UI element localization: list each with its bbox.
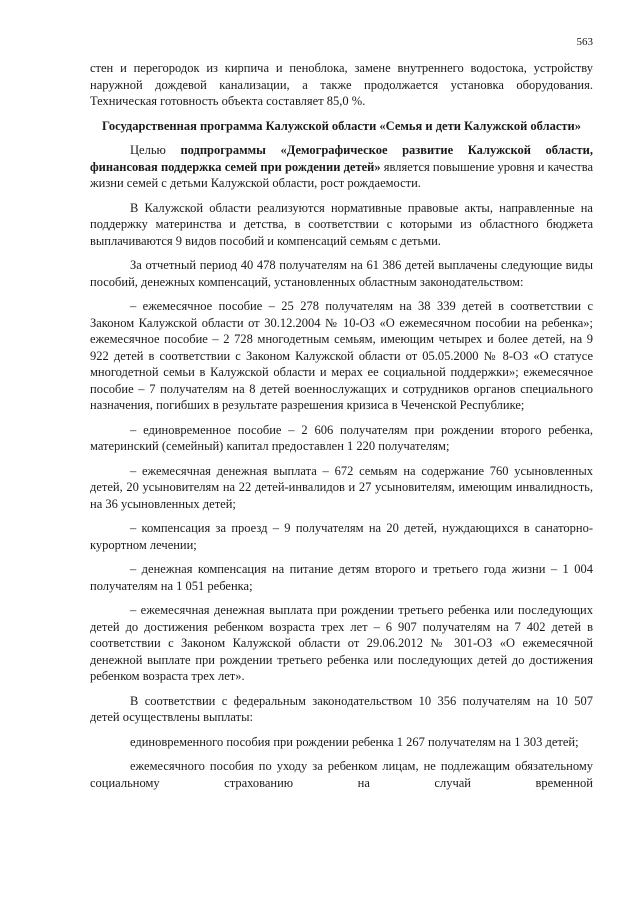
page-number: 563 [576,36,593,48]
paragraph-childcare-allowance: ежемесячного пособия по уходу за ребенком лицам, не подлежащим обязательному социальному страхованию на случай временной [90,759,593,790]
subprogram-title: подпрограммы «Демографическое развитие Калужской области, финансовая поддержка семей при рождении детей» [90,143,593,174]
section-heading: Государственная программа Калужской области «Семья и дети Калужской области» [101,118,582,133]
paragraph-continuation: стен и перегородок из кирпича и пеноблока, замене внутреннего водостока, устройству наружной дождевой канализации, а также продолжается установка оборудования. Техническая готовность объекта составляет 85,0 %. [90,61,593,108]
goal-description: является повышение уровня и качества жизни семей с детьми Калужской области, рост рождаемости. [90,159,593,190]
paragraph-federal-payments: В соответствии с федеральным законодательством 10 356 получателям на 10 507 детей осуществлены выплаты: [90,693,593,724]
paragraph-birth-allowance: единовременного пособия при рождении ребенка 1 267 получателям на 1 303 детей; [130,734,579,749]
list-item-travel-compensation: – компенсация за проезд – 9 получателям на 20 детей, нуждающихся в санаторно-курортном лечении; [90,521,593,552]
list-item-adopted-children: – ежемесячная денежная выплата – 672 семьям на содержание 760 усыновленных детей, 20 усыновителям на 22 детей-инвалидов и 27 усыновителям, имеющим инвалидность, на 36 усыновленных детей; [90,463,593,511]
paragraph-goal [90,142,593,192]
goal-lead: Целью [130,143,181,157]
paragraph-legal-acts: В Калужской области реализуются нормативные правовые акты, направленные на поддержку материнства и детства, в соответствии с которыми из областного бюджета выплачиваются 9 видов пособий и компенсаций семьям с детьми. [90,200,593,248]
list-item-lump-sum: – единовременное пособие – 2 606 получателям при рождении второго ребенка, материнский (семейный) капитал предоставлен 1 220 получателям; [90,422,593,453]
list-item-monthly-allowance: – ежемесячное пособие – 25 278 получателям на 38 339 детей в соответствии с Законом Калужской области от 30.12.2004 № 10-ОЗ «О ежемесячном пособии на ребенка»; ежемесячное пособие – 2 728 многодетным семьям, имеющим четырех и более детей, на 9 922 детей в соответствии с Законом Калужской области от 05.05.2000 № 8-ОЗ «О статусе многодетной семьи в Калужской области и мерах ее социальной поддержки»; ежемесячное пособие – 7 получателям на 8 детей военнослужащих и сотрудников органов специального назначения, погибших в результате разрешения кризиса в Чеченской Республике; [90,299,593,412]
paragraph-reporting-period: За отчетный период 40 478 получателям на 61 386 детей выплачены следующие виды пособий, денежных компенсаций, установленных областным законодательством: [90,258,593,289]
list-item-nutrition-compensation: – денежная компенсация на питание детям второго и третьего года жизни – 1 004 получателям на 1 051 ребенка; [90,562,593,593]
document-body [90,60,593,799]
list-item-third-child-payment: – ежемесячная денежная выплата при рождении третьего ребенка или последующих детей до достижения ребенком возраста трех лет – 6 907 получателям на 7 402 детей в соответствии с Законом Калужской области от 29.06.2012 № 301-ОЗ «О ежемесячной денежной выплате при рождении третьего ребенка или последующих детей до достижения ребенком возраста трех лет». [90,603,593,683]
